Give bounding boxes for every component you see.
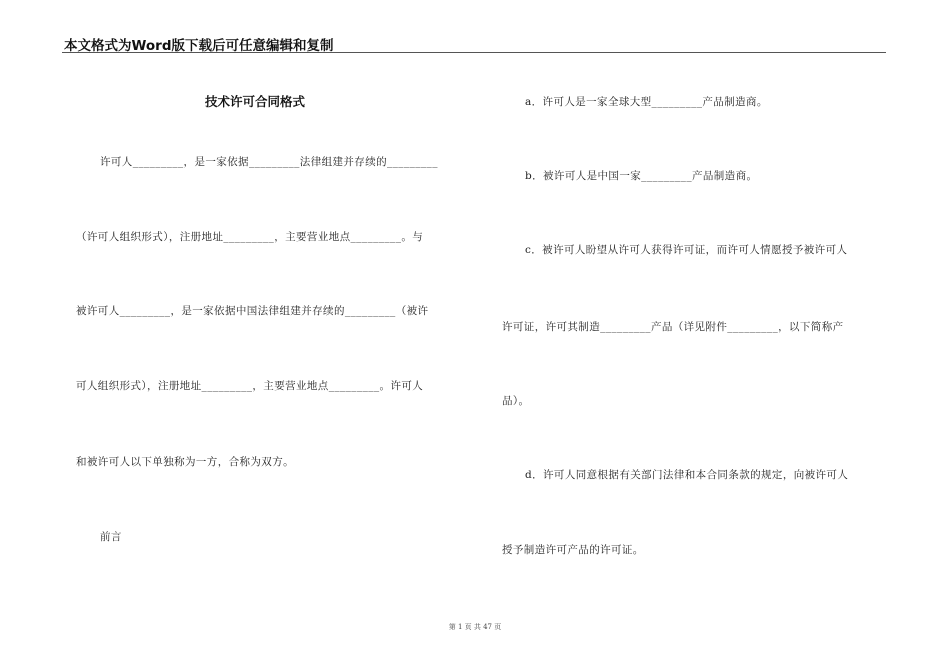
right-line-3: c．被许可人盼望从许可人获得许可证，而许可人情愿授予被许可人	[525, 244, 848, 256]
section-heading-preface: 前言	[100, 531, 122, 543]
left-line-1: 许可人_________，是一家依据_________法律组建并存续的_________	[100, 156, 438, 168]
left-line-3: 被许可人_________，是一家依据中国法律组建并存续的_________（被许	[76, 305, 429, 317]
document-title: 技术许可合同格式	[205, 94, 306, 109]
right-line-7: 授予制造许可产品的许可证。	[502, 544, 644, 556]
right-line-2: b．被许可人是中国一家_________产品制造商。	[525, 170, 758, 182]
right-line-5: 品）。	[502, 395, 530, 407]
left-line-4: 可人组织形式），注册地址_________，主要营业地点_________。许可人	[76, 380, 424, 392]
header-title: 本文格式为Word版下载后可任意编辑和复制	[64, 38, 334, 54]
right-line-6: d．许可人同意根据有关部门法律和本合同条款的规定，向被许可人	[525, 469, 849, 481]
right-line-1: a．许可人是一家全球大型_________产品制造商。	[525, 96, 768, 108]
page-footer: 第 1 页 共 47 页	[448, 623, 502, 631]
left-line-2: （许可人组织形式），注册地址_________，主要营业地点_________。与	[76, 231, 424, 243]
left-line-5: 和被许可人以下单独称为一方，合称为双方。	[76, 456, 294, 468]
header-divider	[62, 52, 886, 53]
right-line-4: 许可证，许可其制造_________产品（详见附件_________，以下简称产	[502, 321, 844, 333]
